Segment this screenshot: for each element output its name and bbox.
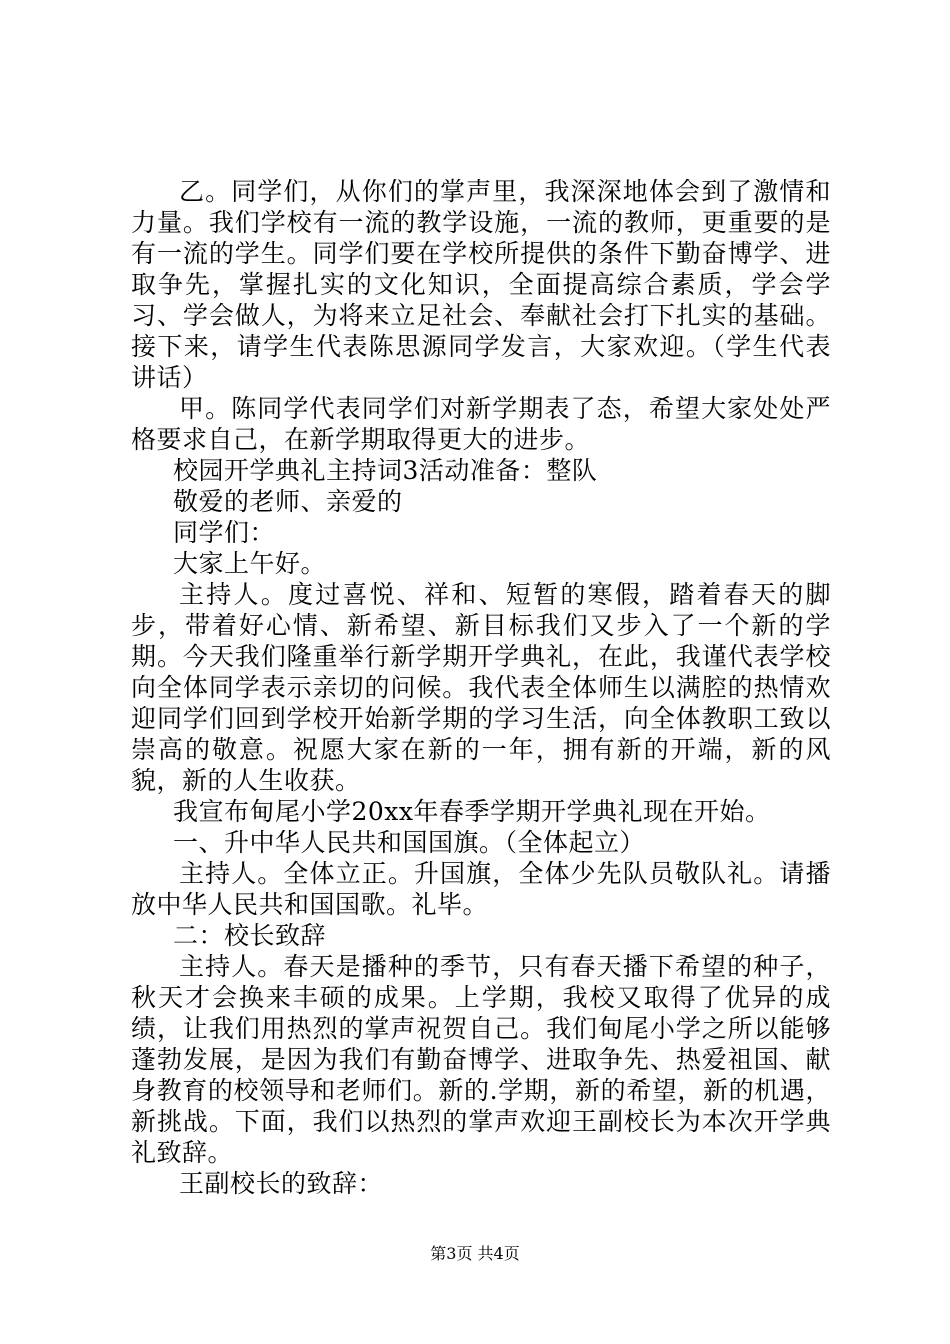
paragraph-2: 甲。陈同学代表同学们对新学期表了态，希望大家处处严格要求自己，在新学期取得更大的进步。	[131, 394, 831, 454]
paragraph-6: 大家上午好。	[173, 549, 327, 578]
paragraph-3: 校园开学典礼主持词3活动准备：整队	[173, 456, 598, 485]
paragraph-11: 二：校长致辞	[173, 921, 327, 950]
paragraph-8: 我宣布甸尾小学20xx年春季学期开学典礼现在开始。	[173, 797, 771, 826]
page-footer: 第3页 共4页	[430, 1244, 520, 1263]
paragraph-12: 主持人。春天是播种的季节，只有春天播下希望的种子，秋天才会换来丰硕的成果。上学期，我校又取得了优异的成绩，让我们用热烈的掌声祝贺自己。我们甸尾小学之所以能够蓬勃发展，是因为我们有勤奋博学、进取争先、热爱祖国、献身教育的校领导和老师们。新的.学期，新的希望，新的机遇，新挑战。下面，我们以热烈的掌声欢迎王副校长为本次开学典礼致辞。	[131, 952, 831, 1167]
paragraph-5: 同学们：	[173, 518, 276, 547]
paragraph-7: 主持人。度过喜悦、祥和、短暂的寒假，踏着春天的脚步，带着好心情、新希望、新目标我们又步入了一个新的学期。今天我们隆重举行新学期开学典礼，在此，我谨代表学校向全体同学表示亲切的问候。我代表全体师生以满腔的热情欢迎同学们回到学校开始新学期的学习生活，向全体教职工致以崇高的敬意。祝愿大家在新的一年，拥有新的开端，新的风貌，新的人生收获。	[131, 580, 831, 795]
paragraph-13: 王副校长的致辞：	[179, 1169, 384, 1198]
paragraph-10: 主持人。全体立正。升国旗，全体少先队员敬队礼。请播放中华人民共和国国歌。礼毕。	[131, 859, 831, 919]
paragraph-9: 一、升中华人民共和国国旗。（全体起立）	[173, 828, 646, 857]
document-body	[131, 176, 831, 1199]
paragraph-1: 乙。同学们，从你们的掌声里，我深深地体会到了激情和力量。我们学校有一流的教学设施，一流的教师，更重要的是有一流的学生。同学们要在学校所提供的条件下勤奋博学、进取争先，掌握扎实的文化知识，全面提高综合素质，学会学习、学会做人，为将来立足社会、奉献社会打下扎实的基础。接下来，请学生代表陈思源同学发言，大家欢迎。（学生代表讲话）	[131, 177, 831, 392]
paragraph-4: 敬爱的老师、亲爱的	[173, 487, 403, 516]
